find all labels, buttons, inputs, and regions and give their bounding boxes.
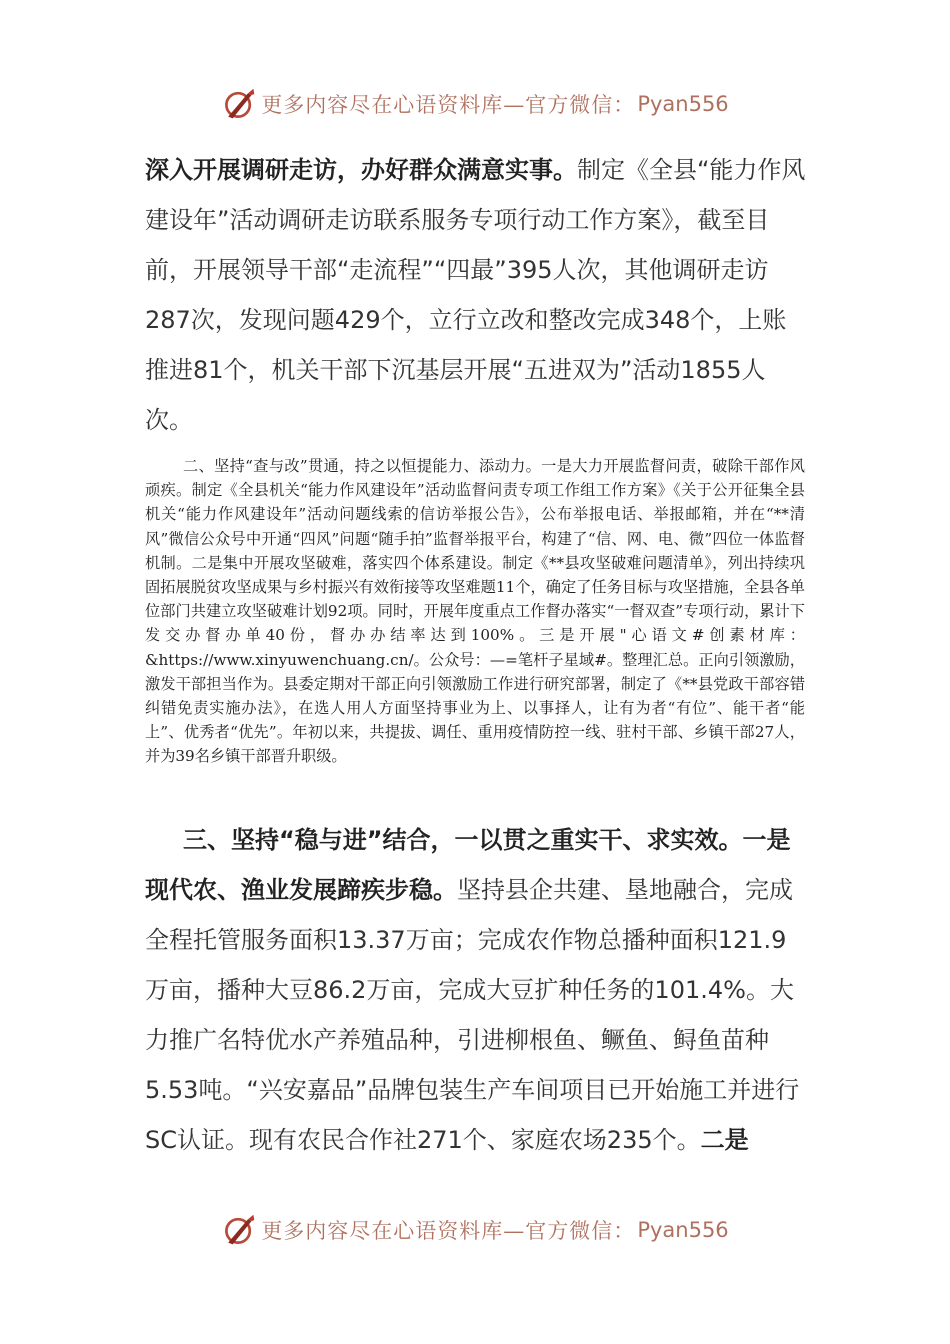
paragraph-3-body: 坚持县企共建、垦地融合，完成全程托管服务面积13.37万亩；完成农作物总播种面积121.9万亩，播种大豆86.2万亩，完成大豆扩种任务的101.4%。大力推广名特优水产养殖品种，引进柳根鱼、鳜鱼、鲟鱼苗种5.53吨。“兴安嘉品”品牌包装生产车间项目已开始施工并进行SC认证。现有农民合作社271个、家庭农场235个。 bbox=[145, 876, 800, 1154]
paragraph-3-tail: 二是 bbox=[700, 1126, 749, 1154]
paragraph-3-heading: 三、坚持“稳与进”结合，一以贯之重实干、求实效。一是现代农、渔业发展蹄疾步稳。 bbox=[145, 826, 791, 904]
paragraph-1 bbox=[145, 145, 810, 445]
paragraph-1-body: 制定《全县“能力作风建设年”活动调研走访联系服务专项行动工作方案》，截至目前，开展领导干部“走流程”“四最”395人次，其他调研走访287次，发现问题429个，立行立改和整改完成348个，上账推进81个，机关干部下沉基层开展“五进双为”活动1855人次。 bbox=[145, 156, 806, 434]
watermark-id: Pyan556 bbox=[637, 92, 729, 116]
watermark-id: Pyan556 bbox=[637, 1218, 729, 1242]
watermark-footer bbox=[0, 1210, 950, 1250]
pen-logo-icon bbox=[221, 1212, 257, 1248]
paragraph-2: 二、坚持“查与改”贯通，持之以恒提能力、添动力。一是大力开展监督问责，破除干部作风顽疾。制定《全县机关“能力作风建设年”活动监督问责专项工作组工作方案》《关于公开征集全县机关“能力作风建设年”活动问题线索的信访举报公告》，公布举报电话、举报邮箱，并在“**清风”微信公众号中开通“四风”问题“随手拍”监督举报平台，构建了“信、网、电、微”四位一体监督机制。二是集中开展攻坚破难，落实四个体系建设。制定《**县攻坚破难问题清单》，列出持续巩固拓展脱贫攻坚成果与乡村振兴有效衔接等攻坚难题11个，确定了任务目标与攻坚措施，全县各单位部门共建立攻坚破难计划92项。同时，开展年度重点工作督办落实“一督双查”专项行动，累计下发交办督办单40份，督办办结率达到100%。三是开展"心语文#创素材库：&https://www.xinyuwenchuang.cn/。公众号：—=笔杆子星域#。整理汇总。正向引领激励，激发干部担当作为。县委定期对干部正向引领激励工作进行研究部署，制定了《**县党政干部容错纠错免责实施办法》，在选人用人方面坚持事业为上、以事择人，让有为者“有位”、能干者“能上”、优秀者“优先”。年初以来，共提拔、调任、重用疫情防控一线、驻村干部、乡镇干部27人，并为39名乡镇干部晋升职级。 bbox=[145, 457, 805, 766]
watermark-text: 更多内容尽在心语资料库—官方微信： bbox=[261, 93, 636, 117]
watermark-header bbox=[0, 84, 950, 124]
paragraph-1-heading: 深入开展调研走访，办好群众满意实事。 bbox=[145, 156, 577, 184]
paragraph-3 bbox=[145, 815, 810, 1165]
pen-logo-icon bbox=[221, 86, 257, 122]
watermark-text: 更多内容尽在心语资料库—官方微信： bbox=[261, 1219, 636, 1243]
